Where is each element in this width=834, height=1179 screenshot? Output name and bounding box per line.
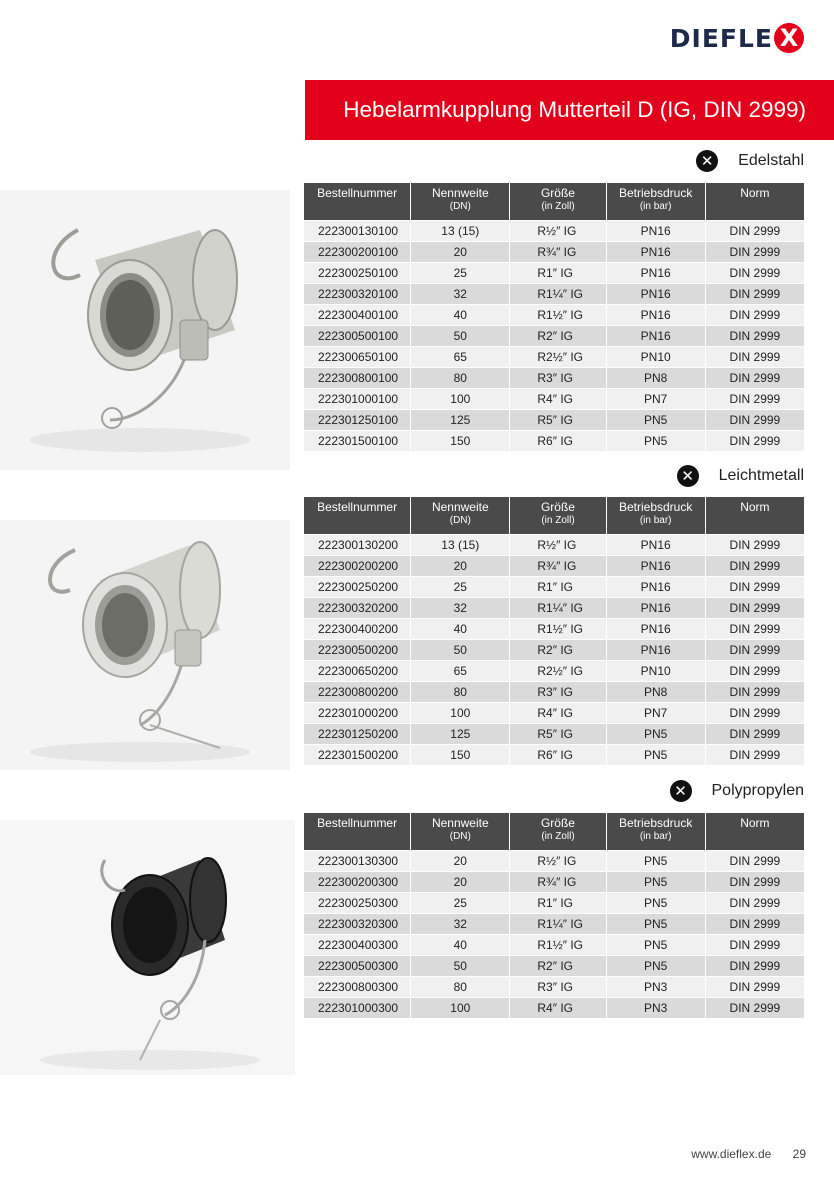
nennweite-cell: 32 [411,598,509,618]
table-row [304,263,804,283]
table-row [304,872,804,892]
groesse-cell: R1½″ IG [510,619,605,639]
logo-text: DIEFLE [669,23,773,53]
norm-cell: DIN 2999 [706,535,804,555]
norm-cell: DIN 2999 [706,347,804,367]
groesse-cell: R¾″ IG [510,872,605,892]
col-groesse: Größe (in Zoll) [510,813,605,850]
nennweite-cell: 80 [411,368,509,388]
spec-table-polypropylen [303,812,805,1019]
bestellnummer-cell: 222300320100 [304,284,410,304]
norm-cell: DIN 2999 [706,935,804,955]
norm-cell: DIN 2999 [706,703,804,723]
table-row [304,893,804,913]
betriebsdruck-cell: PN5 [607,956,705,976]
nennweite-cell: 32 [411,284,509,304]
col-bestellnummer: Bestellnummer [304,813,410,850]
material-label: Edelstahl [738,152,804,169]
product-photo-leichtmetall [0,520,290,770]
col-betriebsdruck: Betriebsdruck (in bar) [607,497,705,534]
norm-cell: DIN 2999 [706,577,804,597]
coupling-polypropylene-icon [0,820,295,1075]
table-row [304,410,804,430]
groesse-cell: R1¼″ IG [510,284,605,304]
table-row [304,977,804,997]
nennweite-cell: 40 [411,935,509,955]
nennweite-cell: 13 (15) [411,221,509,241]
norm-cell: DIN 2999 [706,851,804,871]
material-label: Leichtmetall [718,467,804,484]
groesse-cell: R1¼″ IG [510,598,605,618]
nennweite-cell: 20 [411,851,509,871]
norm-cell: DIN 2999 [706,221,804,241]
betriebsdruck-cell: PN8 [607,682,705,702]
groesse-cell: R3″ IG [510,682,605,702]
groesse-cell: R¾″ IG [510,556,605,576]
bestellnummer-cell: 222300130100 [304,221,410,241]
nennweite-cell: 65 [411,661,509,681]
page-title: Hebelarmkupplung Mutterteil D (IG, DIN 2999) [343,97,806,122]
betriebsdruck-cell: PN5 [607,935,705,955]
bestellnummer-cell: 222301250100 [304,410,410,430]
groesse-cell: R5″ IG [510,410,605,430]
table-row [304,914,804,934]
nennweite-cell: 32 [411,914,509,934]
nennweite-cell: 50 [411,956,509,976]
table-row [304,745,804,765]
betriebsdruck-cell: PN5 [607,431,705,451]
norm-cell: DIN 2999 [706,598,804,618]
norm-cell: DIN 2999 [706,998,804,1018]
betriebsdruck-cell: PN16 [607,577,705,597]
norm-cell: DIN 2999 [706,640,804,660]
bestellnummer-cell: 222300800300 [304,977,410,997]
betriebsdruck-cell: PN5 [607,872,705,892]
col-norm: Norm [706,813,804,850]
product-photo-polypropylen [0,820,295,1075]
groesse-cell: R1″ IG [510,893,605,913]
table-row [304,851,804,871]
bestellnummer-cell: 222300250200 [304,577,410,597]
col-nennweite: Nennweite (DN) [411,813,509,850]
table-row [304,221,804,241]
table-row [304,556,804,576]
section-header-leichtmetall [677,465,804,487]
norm-cell: DIN 2999 [706,389,804,409]
betriebsdruck-cell: PN7 [607,389,705,409]
table-row [304,326,804,346]
bestellnummer-cell: 222300800200 [304,682,410,702]
coupling-aluminium-icon [0,520,290,770]
nennweite-cell: 20 [411,556,509,576]
bestellnummer-cell: 222300320200 [304,598,410,618]
col-nennweite: Nennweite (DN) [411,497,509,534]
betriebsdruck-cell: PN16 [607,284,705,304]
table-row [304,305,804,325]
betriebsdruck-cell: PN16 [607,263,705,283]
betriebsdruck-cell: PN10 [607,661,705,681]
col-bestellnummer: Bestellnummer [304,497,410,534]
groesse-cell: R6″ IG [510,745,605,765]
table-row [304,703,804,723]
groesse-cell: R2″ IG [510,640,605,660]
bestellnummer-cell: 222300400200 [304,619,410,639]
groesse-cell: R4″ IG [510,389,605,409]
nennweite-cell: 50 [411,326,509,346]
norm-cell: DIN 2999 [706,431,804,451]
norm-cell: DIN 2999 [706,872,804,892]
norm-cell: DIN 2999 [706,242,804,262]
title-banner [305,80,834,140]
norm-cell: DIN 2999 [706,368,804,388]
groesse-cell: R4″ IG [510,998,605,1018]
groesse-cell: R4″ IG [510,703,605,723]
table-row [304,619,804,639]
table-row [304,935,804,955]
betriebsdruck-cell: PN5 [607,745,705,765]
bestellnummer-cell: 222300250300 [304,893,410,913]
norm-cell: DIN 2999 [706,305,804,325]
norm-cell: DIN 2999 [706,724,804,744]
table-row [304,661,804,681]
nennweite-cell: 40 [411,619,509,639]
groesse-cell: R2½″ IG [510,347,605,367]
x-mark-icon: ✕ [696,150,718,172]
betriebsdruck-cell: PN5 [607,724,705,744]
norm-cell: DIN 2999 [706,914,804,934]
nennweite-cell: 150 [411,745,509,765]
bestellnummer-cell: 222300130200 [304,535,410,555]
col-bestellnummer: Bestellnummer [304,183,410,220]
norm-cell: DIN 2999 [706,326,804,346]
nennweite-cell: 25 [411,577,509,597]
material-label: Polypropylen [711,782,804,799]
table-row [304,682,804,702]
betriebsdruck-cell: PN3 [607,977,705,997]
norm-cell: DIN 2999 [706,263,804,283]
groesse-cell: R½″ IG [510,535,605,555]
table-row [304,577,804,597]
col-norm: Norm [706,497,804,534]
col-betriebsdruck: Betriebsdruck (in bar) [607,183,705,220]
groesse-cell: R1½″ IG [510,935,605,955]
table-row [304,535,804,555]
betriebsdruck-cell: PN7 [607,703,705,723]
groesse-cell: R½″ IG [510,221,605,241]
nennweite-cell: 40 [411,305,509,325]
table-row [304,598,804,618]
nennweite-cell: 25 [411,893,509,913]
groesse-cell: R2″ IG [510,956,605,976]
bestellnummer-cell: 222300200100 [304,242,410,262]
norm-cell: DIN 2999 [706,956,804,976]
norm-cell: DIN 2999 [706,556,804,576]
nennweite-cell: 125 [411,410,509,430]
groesse-cell: R5″ IG [510,724,605,744]
footer-url[interactable]: www.dieflex.de [691,1147,772,1161]
table-row [304,956,804,976]
bestellnummer-cell: 222300320300 [304,914,410,934]
groesse-cell: R¾″ IG [510,242,605,262]
nennweite-cell: 80 [411,682,509,702]
bestellnummer-cell: 222301000300 [304,998,410,1018]
bestellnummer-cell: 222300500200 [304,640,410,660]
betriebsdruck-cell: PN5 [607,410,705,430]
bestellnummer-cell: 222300800100 [304,368,410,388]
nennweite-cell: 50 [411,640,509,660]
table-row [304,998,804,1018]
nennweite-cell: 150 [411,431,509,451]
norm-cell: DIN 2999 [706,682,804,702]
bestellnummer-cell: 222301250200 [304,724,410,744]
groesse-cell: R1″ IG [510,577,605,597]
bestellnummer-cell: 222301500200 [304,745,410,765]
table-row [304,431,804,451]
betriebsdruck-cell: PN16 [607,242,705,262]
betriebsdruck-cell: PN3 [607,998,705,1018]
betriebsdruck-cell: PN10 [607,347,705,367]
x-mark-icon: ✕ [670,780,692,802]
page-number: 29 [792,1147,806,1161]
betriebsdruck-cell: PN5 [607,893,705,913]
groesse-cell: R3″ IG [510,368,605,388]
betriebsdruck-cell: PN16 [607,221,705,241]
bestellnummer-cell: 222300400100 [304,305,410,325]
table-row [304,368,804,388]
betriebsdruck-cell: PN5 [607,914,705,934]
product-photo-edelstahl [0,190,290,470]
nennweite-cell: 100 [411,389,509,409]
section-header-polypropylen [670,780,805,802]
nennweite-cell: 100 [411,998,509,1018]
bestellnummer-cell: 222301000200 [304,703,410,723]
table-header-row [304,497,804,534]
bestellnummer-cell: 222300650100 [304,347,410,367]
groesse-cell: R1¼″ IG [510,914,605,934]
section-header-edelstahl [696,150,804,172]
table-row [304,724,804,744]
norm-cell: DIN 2999 [706,661,804,681]
x-mark-icon: ✕ [677,465,699,487]
groesse-cell: R1″ IG [510,263,605,283]
table-row [304,389,804,409]
logo-x-mark: X [774,23,804,53]
betriebsdruck-cell: PN16 [607,326,705,346]
table-row [304,347,804,367]
bestellnummer-cell: 222301000100 [304,389,410,409]
col-norm: Norm [706,183,804,220]
norm-cell: DIN 2999 [706,619,804,639]
groesse-cell: R2½″ IG [510,661,605,681]
nennweite-cell: 125 [411,724,509,744]
table-row [304,640,804,660]
spec-table-leichtmetall [303,496,805,766]
betriebsdruck-cell: PN8 [607,368,705,388]
norm-cell: DIN 2999 [706,745,804,765]
groesse-cell: R6″ IG [510,431,605,451]
betriebsdruck-cell: PN5 [607,851,705,871]
groesse-cell: R3″ IG [510,977,605,997]
bestellnummer-cell: 222300200300 [304,872,410,892]
coupling-steel-icon [0,190,290,470]
norm-cell: DIN 2999 [706,410,804,430]
bestellnummer-cell: 222301500100 [304,431,410,451]
betriebsdruck-cell: PN16 [607,619,705,639]
col-nennweite: Nennweite (DN) [411,183,509,220]
bestellnummer-cell: 222300500100 [304,326,410,346]
norm-cell: DIN 2999 [706,284,804,304]
bestellnummer-cell: 222300130300 [304,851,410,871]
norm-cell: DIN 2999 [706,977,804,997]
betriebsdruck-cell: PN16 [607,305,705,325]
dieflex-logo [670,22,804,54]
nennweite-cell: 20 [411,242,509,262]
page-footer [691,1147,806,1161]
table-header-row [304,813,804,850]
bestellnummer-cell: 222300250100 [304,263,410,283]
nennweite-cell: 20 [411,872,509,892]
col-betriebsdruck: Betriebsdruck (in bar) [607,813,705,850]
groesse-cell: R½″ IG [510,851,605,871]
bestellnummer-cell: 222300500300 [304,956,410,976]
bestellnummer-cell: 222300200200 [304,556,410,576]
nennweite-cell: 80 [411,977,509,997]
col-groesse: Größe (in Zoll) [510,497,605,534]
col-groesse: Größe (in Zoll) [510,183,605,220]
table-row [304,242,804,262]
nennweite-cell: 13 (15) [411,535,509,555]
bestellnummer-cell: 222300400300 [304,935,410,955]
bestellnummer-cell: 222300650200 [304,661,410,681]
table-row [304,284,804,304]
nennweite-cell: 25 [411,263,509,283]
groesse-cell: R2″ IG [510,326,605,346]
betriebsdruck-cell: PN16 [607,556,705,576]
betriebsdruck-cell: PN16 [607,598,705,618]
betriebsdruck-cell: PN16 [607,535,705,555]
nennweite-cell: 65 [411,347,509,367]
betriebsdruck-cell: PN16 [607,640,705,660]
groesse-cell: R1½″ IG [510,305,605,325]
spec-table-edelstahl [303,182,805,452]
table-header-row [304,183,804,220]
norm-cell: DIN 2999 [706,893,804,913]
nennweite-cell: 100 [411,703,509,723]
